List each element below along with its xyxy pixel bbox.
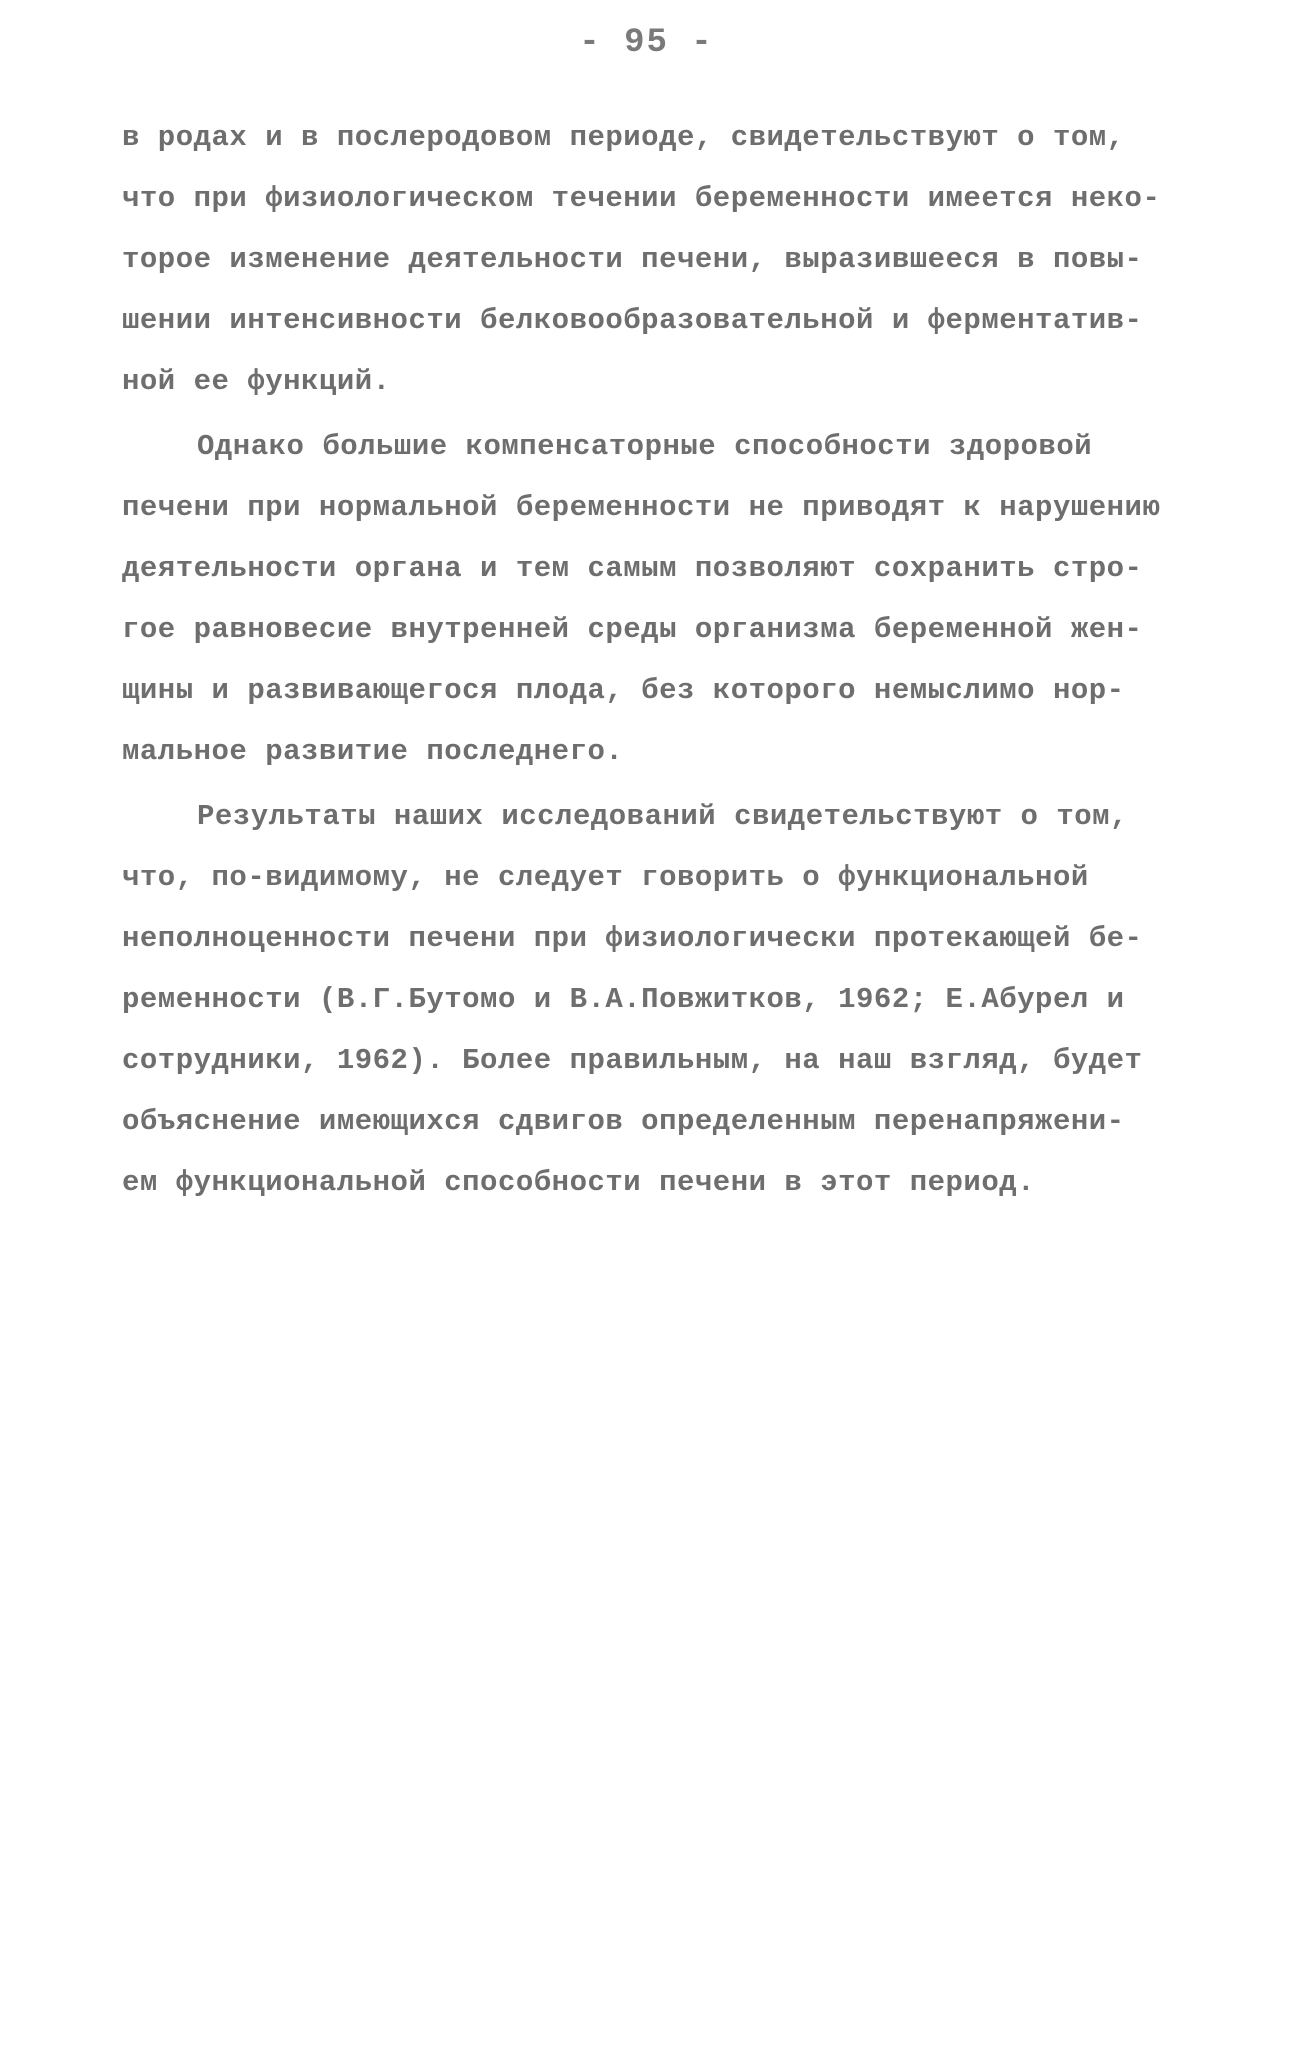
paragraph-3 xyxy=(122,786,1202,1213)
text-line: печени при нормальной беременности не приводят к нарушению xyxy=(122,491,1161,524)
text-line: неполноценности печени при физиологически протекающей бе- xyxy=(122,922,1143,955)
page-number: - 95 - xyxy=(579,24,714,62)
paragraph-2 xyxy=(122,416,1202,782)
text-line: Результаты наших исследований свидетельствуют о том, xyxy=(197,800,1128,833)
text-line: объяснение имеющихся сдвигов определенным перенапряжени- xyxy=(122,1105,1125,1138)
text-line: шении интенсивности белковообразовательной и ферментатив- xyxy=(122,304,1143,337)
text-line: щины и развивающегося плода, без которого немыслимо нор- xyxy=(122,674,1125,707)
text-line: Однако большие компенсаторные способности здоровой xyxy=(197,430,1093,463)
text-line: что, по-видимому, не следует говорить о функциональной xyxy=(122,861,1089,894)
text-line: что при физиологическом течении беременности имеется неко- xyxy=(122,182,1161,215)
text-line: гое равновесие внутренней среды организма беременной жен- xyxy=(122,613,1143,646)
text-line: в родах и в послеродовом периоде, свидетельствуют о том, xyxy=(122,121,1125,154)
text-line: мальное развитие последнего. xyxy=(122,735,624,768)
text-line: деятельности органа и тем самым позволяют сохранить стро- xyxy=(122,552,1143,585)
text-line: сотрудники, 1962). Более правильным, на наш взгляд, будет xyxy=(122,1044,1143,1077)
text-line: ременности (В.Г.Бутомо и В.А.Повжитков, 1962; Е.Абурел и xyxy=(122,983,1125,1016)
body-text xyxy=(122,107,1202,1217)
paragraph-1 xyxy=(122,107,1202,412)
text-line: ем функциональной способности печени в этот период. xyxy=(122,1166,1036,1199)
text-line: торое изменение деятельности печени, выразившееся в повы- xyxy=(122,243,1143,276)
text-line: ной ее функций. xyxy=(122,365,391,398)
